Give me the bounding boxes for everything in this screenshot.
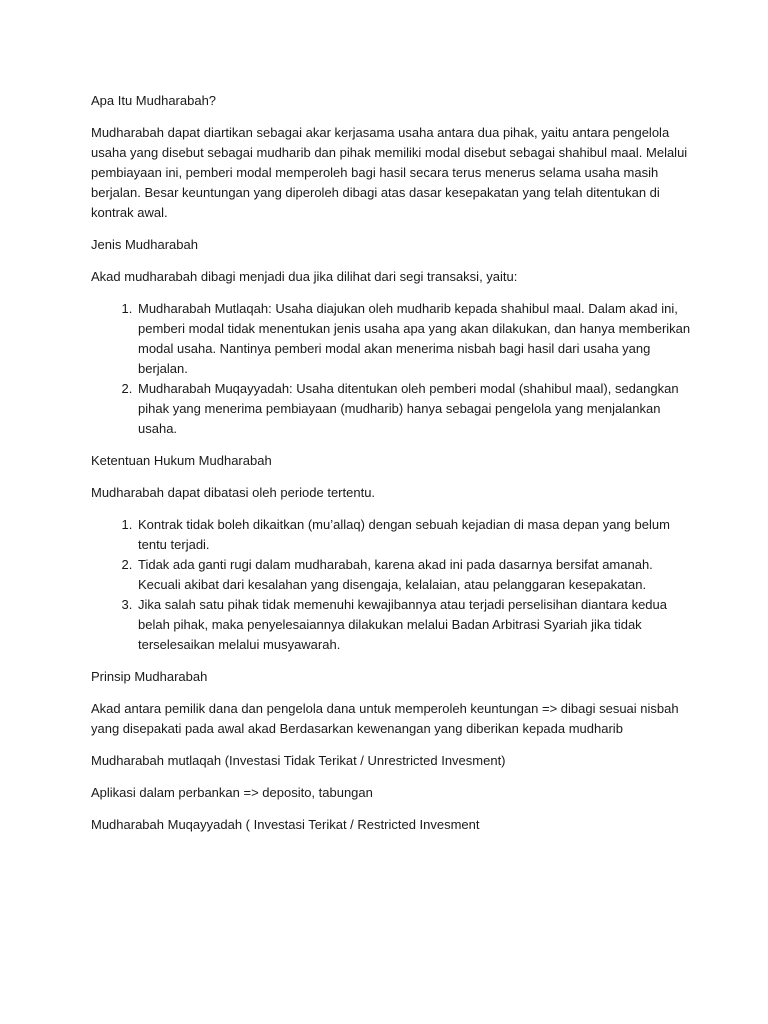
list-jenis (91, 299, 691, 439)
list-item: 2. Mudharabah Muqayyadah: Usaha ditentukan oleh pemberi modal (shahibul maal), sedangkan pihak yang menerima pembiayaan (mudharib) hanya sebagai pengelola yang menjalankan usaha. (136, 379, 691, 439)
paragraph-ketentuan-intro: Mudharabah dapat dibatasi oleh periode tertentu. (91, 485, 376, 500)
heading-apa-itu: Apa Itu Mudharabah? (91, 93, 217, 108)
paragraph-prinsip: Akad antara pemilik dana dan pengelola dana untuk memperoleh keuntungan => dibagi sesuai nisbah yang disepakati pada awal akad Berdasarkan kewenangan yang diberikan kepada mudharib (91, 701, 679, 736)
paragraph-definition: Mudharabah dapat diartikan sebagai akar kerjasama usaha antara dua pihak, yaitu antara pengelola usaha yang disebut sebagai mudharib dan pihak memiliki modal disebut sebagai shahibul maal. Melalui pembiayaan ini, pemberi modal memperoleh bagi hasil secara terus menerus selama usaha masih berjalan. Besar keuntungan yang diperoleh dibagi atas dasar kesepakatan yang telah ditentukan di kontrak awal. (91, 125, 688, 220)
paragraph-muqayyadah: Mudharabah Muqayyadah ( Investasi Terikat / Restricted Invesment (91, 817, 480, 832)
list-item: 3. Jika salah satu pihak tidak memenuhi kewajibannya atau terjadi perselisihan diantara kedua belah pihak, maka penyelesaiannya dilakukan melalui Badan Arbitrasi Syariah jika tidak terselesaikan melalui musyawarah. (136, 595, 691, 655)
list-item: 1. Mudharabah Mutlaqah: Usaha diajukan oleh mudharib kepada shahibul maal. Dalam akad ini, pemberi modal tidak menentukan jenis usaha apa yang akan dilakukan, dan hanya memberikan modal usaha. Nantinya pemberi modal akan menerima nisbah bagi hasil dari usaha yang berjalan. (136, 299, 691, 379)
list-item: 1. Kontrak tidak boleh dikaitkan (mu’allaq) dengan sebuah kejadian di masa depan yang belum tentu terjadi. (136, 515, 691, 555)
paragraph-jenis-intro: Akad mudharabah dibagi menjadi dua jika dilihat dari segi transaksi, yaitu: (91, 269, 518, 284)
heading-jenis: Jenis Mudharabah (91, 237, 198, 252)
heading-ketentuan: Ketentuan Hukum Mudharabah (91, 453, 272, 468)
paragraph-aplikasi: Aplikasi dalam perbankan => deposito, tabungan (91, 785, 373, 800)
list-item: 2. Tidak ada ganti rugi dalam mudharabah, karena akad ini pada dasarnya bersifat amanah. Kecuali akibat dari kesalahan yang disengaja, kelalaian, atau pelanggaran kesepakatan. (136, 555, 691, 595)
heading-prinsip: Prinsip Mudharabah (91, 669, 208, 684)
list-ketentuan (91, 515, 691, 655)
paragraph-mutlaqah: Mudharabah mutlaqah (Investasi Tidak Terikat / Unrestricted Invesment) (91, 753, 506, 768)
document-content (91, 91, 691, 847)
